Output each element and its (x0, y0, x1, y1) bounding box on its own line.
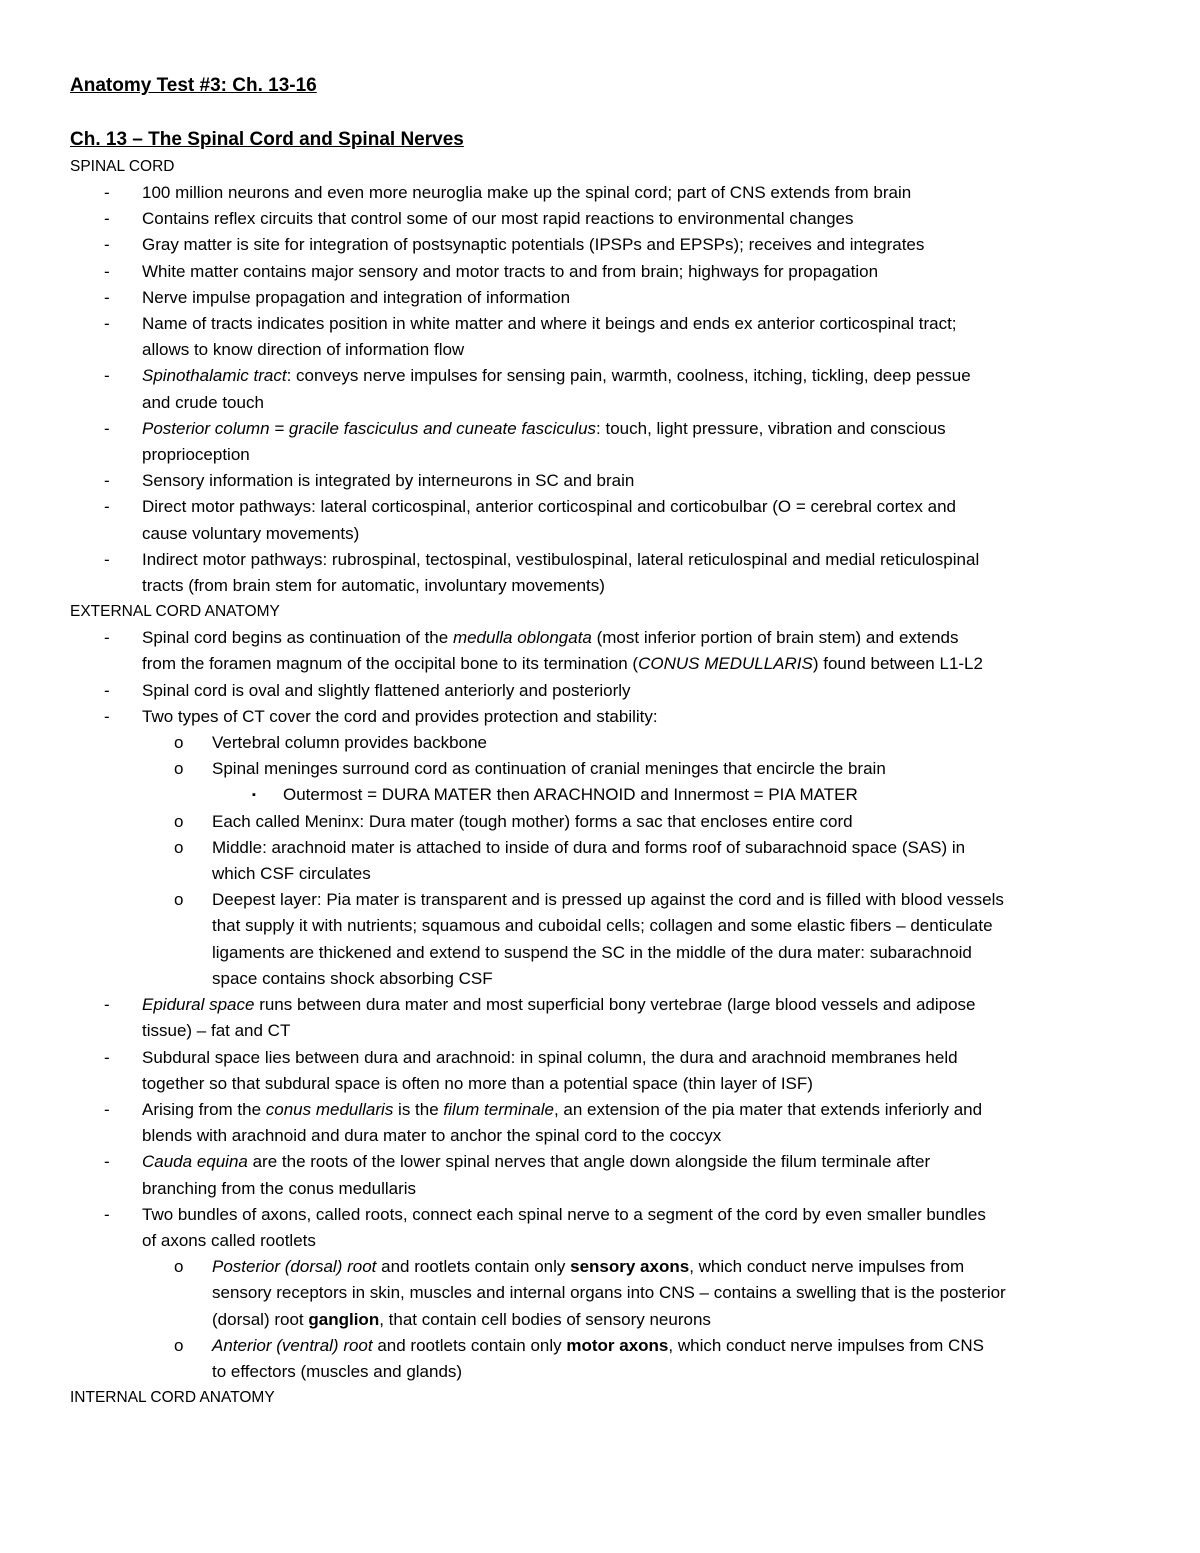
text-line (70, 992, 1140, 1018)
text-run: Posterior (dorsal) root (212, 1257, 377, 1277)
text-run: Cauda equina (142, 1152, 248, 1172)
text-run: proprioception (142, 445, 250, 465)
list-item (70, 730, 1140, 756)
text-run: 100 million neurons and even more neuroglia make up the spinal cord; part of CNS extends from brain (142, 183, 912, 202)
bullet-marker: o (174, 733, 184, 753)
list-item (70, 704, 1140, 730)
text-run: and rootlets contain only (372, 1335, 567, 1355)
text-run: Name of tracts indicates position in white matter and where it beings and ends ex anterior corticospinal tract; (142, 314, 957, 334)
list-item (70, 992, 1140, 1044)
bullet-marker: - (104, 680, 110, 700)
list-item (70, 756, 1140, 782)
text-run: Subdural space lies between dura and arachnoid: in spinal column, the dura and arachnoid membranes held (142, 1047, 958, 1067)
text-run: Middle: arachnoid mater is attached to inside of dura and forms roof of subarachnoid space (SAS) in (212, 837, 966, 857)
text-run: cause voluntary movements) (142, 523, 360, 543)
list-item (70, 1149, 1140, 1201)
text-line (70, 363, 1140, 389)
text-run: Vertebral column provides backbone (212, 733, 487, 753)
text-run: tissue) – fat and CT (142, 1021, 291, 1041)
text-run: Spinal cord is oval and slightly flattened anteriorly and posteriorly (142, 680, 631, 700)
document-title: Anatomy Test #3: Ch. 13-16 (70, 75, 317, 96)
bullet-marker: - (104, 209, 110, 229)
bullet-marker: - (104, 549, 110, 569)
text-run: , an extension of the pia mater that extends inferiorly and (553, 1099, 983, 1119)
bullet-marker: o (174, 811, 184, 831)
text-run: sensory receptors in skin, muscles and internal organs into CNS – contains a swelling that is the posterior (212, 1283, 1006, 1303)
text-run: tracts (from brain stem for automatic, involuntary movements) (142, 576, 605, 596)
text-run: is the (393, 1099, 444, 1119)
title-spacer (70, 100, 1140, 126)
text-line (70, 337, 1140, 363)
text-run: Contains reflex circuits that control some of our most rapid reactions to environmental changes (142, 209, 854, 229)
chapter-title: Ch. 13 – The Spinal Cord and Spinal Nerves (70, 129, 464, 150)
list-item (70, 468, 1140, 494)
list-item (70, 1333, 1140, 1385)
text-line (70, 966, 1140, 992)
text-run: (dorsal) root (212, 1309, 309, 1329)
text-run: Each called Meninx: Dura mater (tough mother) forms a sac that encloses entire cord (212, 811, 853, 831)
text-line (70, 1097, 1140, 1123)
list-item (70, 678, 1140, 704)
text-line (70, 232, 1140, 258)
text-run: allows to know direction of information flow (142, 340, 465, 360)
text-run: are the roots of the lower spinal nerves that angle down alongside the filum terminale after (247, 1152, 931, 1172)
bullet-marker: o (174, 759, 184, 779)
bullet-marker: - (104, 183, 110, 202)
text-run: Deepest layer: Pia mater is transparent and is pressed up against the cord and is filled with blood vessels (212, 890, 1004, 910)
bullet-marker: - (104, 995, 110, 1015)
text-run: filum terminale (443, 1099, 554, 1119)
bullet-marker: - (104, 418, 110, 438)
text-run: Outermost = DURA MATER then ARACHNOID and Innermost = PIA MATER (283, 785, 858, 805)
text-run: of axons called rootlets (142, 1230, 316, 1250)
text-run: Two bundles of axons, called roots, connect each spinal nerve to a segment of the cord by even smaller bundles (142, 1204, 986, 1224)
list-item (70, 494, 1140, 546)
section-heading: SPINAL CORD (70, 158, 175, 175)
text-line (70, 259, 1140, 285)
list-item (70, 547, 1140, 599)
text-line (70, 180, 1140, 206)
list-item (70, 1097, 1140, 1149)
text-line (70, 835, 1140, 861)
bullet-marker: - (104, 1099, 110, 1119)
bullet-marker: - (104, 628, 110, 648)
text-run: Anterior (ventral) root (212, 1335, 373, 1355)
bullet-marker: - (104, 366, 110, 386)
text-run: to effectors (muscles and glands) (212, 1361, 463, 1381)
text-run: (most inferior portion of brain stem) and extends (591, 628, 959, 648)
text-line (70, 390, 1140, 416)
list-item (70, 887, 1140, 992)
bullet-marker: o (174, 1257, 184, 1277)
text-run: space contains shock absorbing CSF (212, 968, 493, 988)
text-line (70, 1149, 1140, 1175)
notes-body (70, 154, 1140, 1411)
text-run: , which conduct nerve impulses from CNS (668, 1335, 984, 1355)
list-item (70, 1045, 1140, 1097)
text-run: together so that subdural space is often no more than a potential space (thin layer of ISF) (142, 1073, 813, 1093)
bullet-marker: - (104, 1047, 110, 1067)
text-line (70, 887, 1140, 913)
text-run: sensory axons (570, 1257, 690, 1277)
text-line (70, 1045, 1140, 1071)
list-item (70, 232, 1140, 258)
list-item (70, 625, 1140, 677)
section-heading: INTERNAL CORD ANATOMY (70, 1389, 275, 1407)
text-run: from the foramen magnum of the occipital bone to its termination ( (142, 654, 639, 674)
bullet-marker: - (104, 235, 110, 255)
list-item (70, 285, 1140, 311)
text-run: medulla oblongata (452, 628, 592, 648)
text-run: blends with arachnoid and dura mater to anchor the spinal cord to the coccyx (142, 1126, 722, 1146)
bullet-marker: - (104, 261, 110, 281)
list-item (70, 363, 1140, 415)
list-item (70, 835, 1140, 887)
bullet-marker: o (174, 1335, 184, 1355)
text-line (70, 782, 1140, 808)
text-run: and crude touch (142, 392, 264, 412)
text-line (70, 940, 1140, 966)
bullet-marker: - (104, 1204, 110, 1224)
bullet-marker: - (104, 471, 110, 491)
text-run: that supply it with nutrients; squamous and cuboidal cells; collagen and some elastic fibers – denticulate (212, 916, 993, 936)
text-line (70, 625, 1140, 651)
text-line (70, 468, 1140, 494)
document-page (70, 72, 1140, 1411)
text-run: branching from the conus medullaris (142, 1178, 417, 1198)
list-item (70, 809, 1140, 835)
text-line (70, 494, 1140, 520)
text-run: White matter contains major sensory and motor tracts to and from brain; highways for propagation (142, 261, 879, 281)
text-run: Direct motor pathways: lateral corticospinal, anterior corticospinal and corticobulbar (O = cerebral cortex and (142, 497, 957, 517)
bullet-marker: - (104, 497, 110, 517)
text-run: ligaments are thickened and extend to suspend the SC in the middle of the dura mater: subarachnoid (212, 942, 972, 962)
list-item (70, 1202, 1140, 1254)
text-run: Spinal meninges surround cord as continuation of cranial meninges that encircle the brain (212, 759, 886, 779)
bullet-marker: - (104, 287, 110, 307)
text-run: and rootlets contain only (376, 1257, 571, 1277)
text-line (70, 285, 1140, 311)
text-line (70, 1202, 1140, 1228)
text-line (70, 573, 1140, 599)
text-run: Arising from the (142, 1099, 266, 1119)
text-run: , which conduct nerve impulses from (689, 1257, 965, 1277)
text-line (70, 1071, 1140, 1097)
text-line (70, 442, 1140, 468)
text-run: motor axons (566, 1335, 669, 1355)
text-run: Sensory information is integrated by interneurons in SC and brain (142, 471, 635, 491)
text-line (70, 1280, 1140, 1306)
text-line (70, 809, 1140, 835)
bullet-marker: - (104, 706, 110, 726)
list-item (70, 311, 1140, 363)
text-run: Gray matter is site for integration of postsynaptic potentials (IPSPs and EPSPs); receives and integrates (142, 235, 925, 255)
text-line (70, 206, 1140, 232)
text-run: Indirect motor pathways: rubrospinal, tectospinal, vestibulospinal, lateral reticulospinal and medial reticulospinal (142, 549, 980, 569)
text-line (70, 861, 1140, 887)
list-item (70, 180, 1140, 206)
text-line (70, 1018, 1140, 1044)
list-item (70, 259, 1140, 285)
text-line (70, 678, 1140, 704)
text-run: Spinal cord begins as continuation of the (142, 628, 453, 648)
text-run: ganglion (308, 1309, 380, 1329)
text-run: : conveys nerve impulses for sensing pain, warmth, coolness, itching, tickling, deep pessue (286, 366, 971, 386)
text-line (70, 1228, 1140, 1254)
text-line (70, 547, 1140, 573)
text-line (70, 1254, 1140, 1280)
text-line (70, 416, 1140, 442)
bullet-marker: - (104, 1152, 110, 1172)
bullet-marker: ▪ (252, 789, 256, 802)
text-line (70, 756, 1140, 782)
text-run: Nerve impulse propagation and integration of information (142, 287, 571, 307)
list-item (70, 206, 1140, 232)
text-run: Epidural space (142, 995, 255, 1015)
section-heading: EXTERNAL CORD ANATOMY (70, 603, 280, 621)
text-line (70, 1307, 1140, 1333)
list-item (70, 782, 1140, 808)
bullet-marker: - (104, 314, 110, 334)
text-run: conus medullaris (265, 1099, 394, 1119)
text-run: Two types of CT cover the cord and provides protection and stability: (142, 706, 658, 726)
bullet-marker: o (174, 890, 184, 910)
text-line (70, 913, 1140, 939)
text-line (70, 521, 1140, 547)
text-run: Posterior column = gracile fasciculus and cuneate fasciculus (142, 418, 597, 438)
text-line (70, 704, 1140, 730)
bullet-marker: o (174, 837, 184, 857)
text-run: , that contain cell bodies of sensory neurons (379, 1309, 711, 1329)
text-line (70, 311, 1140, 337)
text-line (70, 1359, 1140, 1385)
text-run: which CSF circulates (212, 864, 371, 884)
text-run: ) found between L1-L2 (812, 654, 983, 674)
text-run: : touch, light pressure, vibration and conscious (596, 418, 946, 438)
text-run: CONUS MEDULLARIS (638, 654, 813, 674)
text-run: runs between dura mater and most superficial bony vertebrae (large blood vessels and adipose (254, 995, 976, 1015)
list-item (70, 416, 1140, 468)
text-line (70, 1176, 1140, 1202)
text-line (70, 1333, 1140, 1359)
list-item (70, 1254, 1140, 1333)
text-line (70, 1123, 1140, 1149)
text-line (70, 651, 1140, 677)
text-line (70, 730, 1140, 756)
text-run: Spinothalamic tract (142, 366, 287, 386)
